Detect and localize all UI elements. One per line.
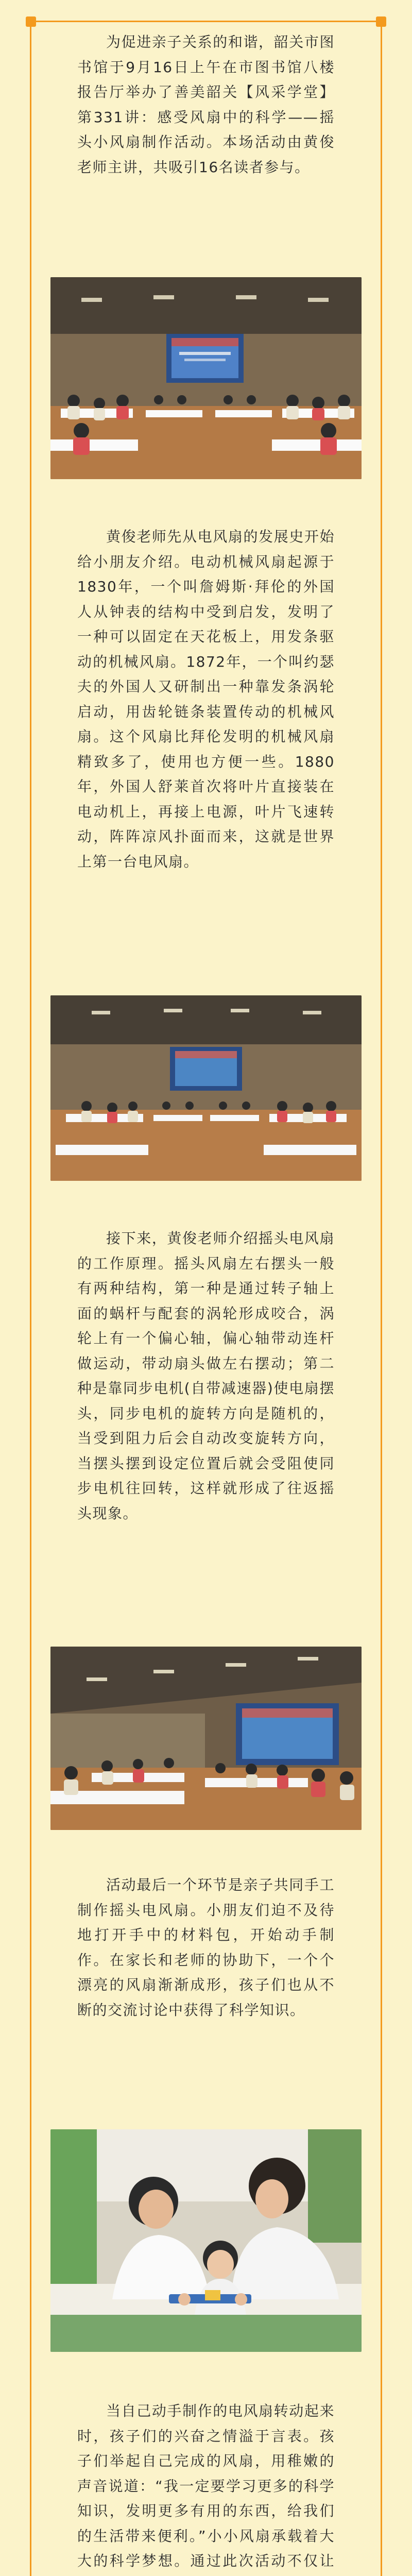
lecture-hall-wide-photo [50, 995, 362, 1181]
paragraph-handmade-session: 活动最后一个环节是亲子共同手工制作摇头电风扇。小朋友们迫不及待地打开手中的材料包，开始动手制作。在家长和老师的协助下，一个个漂亮的风扇渐渐成形，孩子们也从不断的交流讨论中获得了科学知识。 [77, 1876, 335, 2019]
frame-top-border [30, 21, 382, 22]
frame-corner-decoration [26, 16, 36, 27]
paragraph-intro: 为促进亲子关系的和谐，韶关市图书馆于9月16日上午在市图书馆八楼报告厅举办了善美韶关【风采学堂】第331讲：感受风扇中的科学——摇头小风扇制作活动。本场活动由黄俊老师主讲，共吸引16名读者参与。 [77, 33, 335, 176]
frame-left-border [30, 21, 31, 2576]
lecture-hall-photo [50, 277, 362, 479]
parent-child-making-fan-photo [50, 2129, 362, 2352]
paragraph-fan-history: 黄俊老师先从电风扇的发展史开始给小朋友介绍。电动机械风扇起源于1830年，一个叫詹姆斯·拜伦的外国人从钟表的结构中受到启发，发明了一种可以固定在天花板上，用发条驱动的机械风扇。1872年，一个叫约瑟夫的外国人又研制出一种靠发条涡轮启动，用齿轮链条装置传动的机械风扇。这个风扇比拜伦发明的机械风扇精致多了，使用也方便一些。1880年，外国人舒莱首次将叶片直接装在电动机上，再接上电源，叶片飞速转动，阵阵凉风扑面而来，这就是世界上第一台电风扇。 [77, 528, 335, 870]
paragraph-working-principle: 接下来，黄俊老师介绍摇头电风扇的工作原理。摇头风扇左右摆头一般有两种结构，第一种是通过转子轴上面的蜗杆与配套的涡轮形成咬合，涡轮上有一个偏心轴，偏心轴带动连杆做运动，带动扇头做左右摆动；第二种是靠同步电机(自带减速器)使电扇摆头，同步电机的旋转方向是随机的，当受到阻力后会自动改变旋转方向，当摆头摆到设定位置后就会受阻使同步电机往回转，这样就形成了往返摇头现象。 [77, 1230, 335, 1522]
classroom-side-photo [50, 1647, 362, 1830]
frame-right-border [381, 21, 382, 2576]
paragraph-conclusion: 当自己动手制作的电风扇转动起来时，孩子们的兴奋之情溢于言表。孩子们举起自己完成的风扇，用稚嫩的声音说道：“我一定要学习更多的科学知识，发明更多有用的东西，给我们的生活带来便利。”小小风扇承载着大大的科学梦想。通过此次活动不仅让 [77, 2402, 335, 2569]
frame-corner-decoration [376, 16, 386, 27]
